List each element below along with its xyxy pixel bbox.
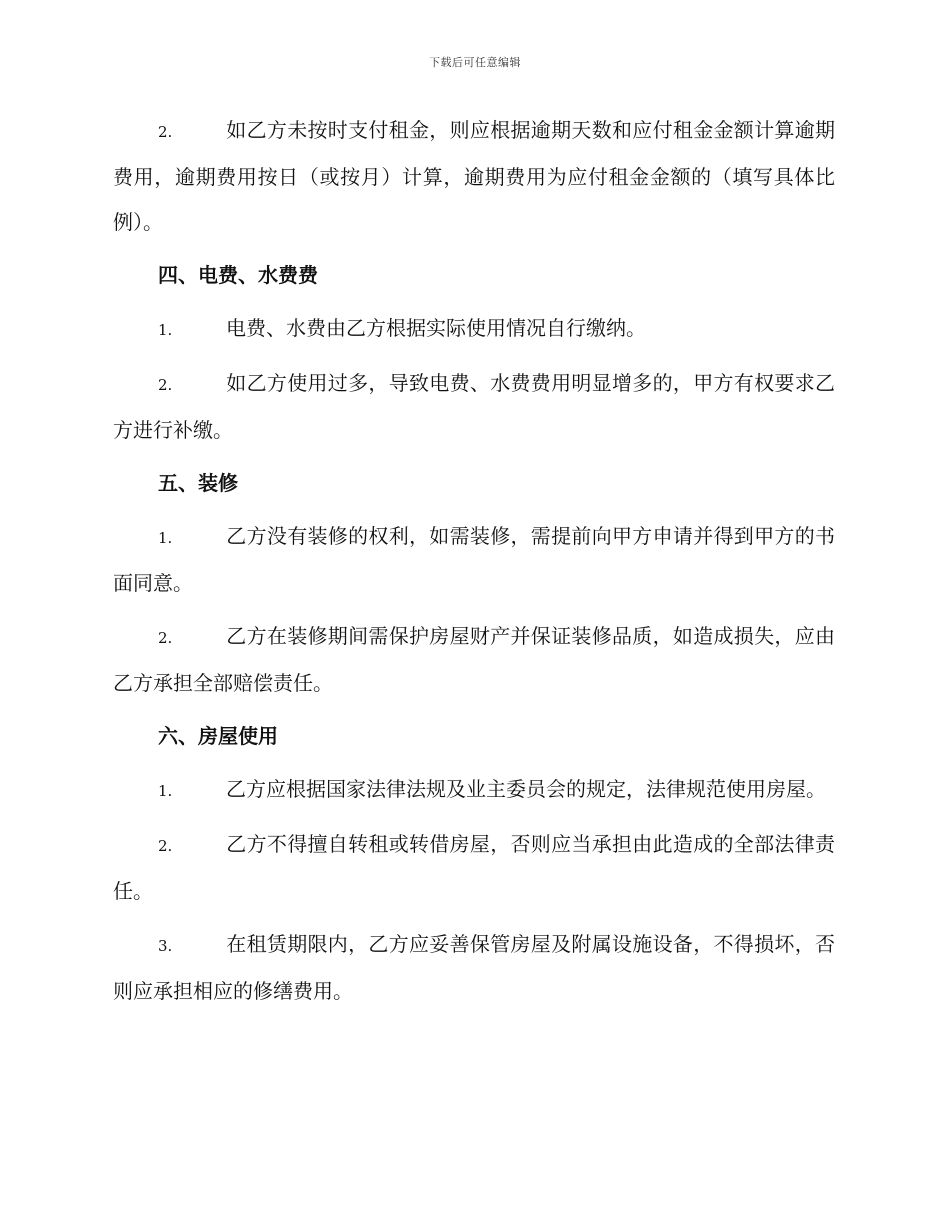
clause-text: 乙方没有装修的权利，如需装修，需提前向甲方申请并得到甲方的书面同意。 (113, 524, 835, 595)
clause-item (113, 614, 835, 706)
clause-item (113, 361, 835, 453)
clause-number: 1. (158, 529, 173, 547)
section-heading: 四、电费、水费费 (158, 263, 318, 287)
clause-item (113, 108, 835, 245)
clause-number: 2. (158, 629, 173, 647)
section-heading: 五、装修 (158, 471, 238, 495)
clause-number: 1. (158, 782, 173, 800)
clause-text: 电费、水费由乙方根据实际使用情况自行缴纳。 (226, 316, 646, 340)
clause-number: 1. (158, 321, 173, 339)
clause-number: 3. (158, 937, 173, 955)
clause-text: 乙方在装修期间需保护房屋财产并保证装修品质，如造成损失，应由乙方承担全部赔偿责任。 (113, 624, 835, 695)
clause-item (113, 922, 835, 1014)
clause-number: 2. (158, 376, 173, 394)
clause-item (113, 514, 835, 606)
section-heading: 六、房屋使用 (158, 724, 278, 748)
clause-text: 在租赁期限内，乙方应妥善保管房屋及附属设施设备，不得损坏，否则应承担相应的修缮费用。 (113, 932, 835, 1003)
clause-number: 2. (158, 837, 173, 855)
clause-item (113, 306, 835, 353)
clause-text: 乙方不得擅自转租或转借房屋，否则应当承担由此造成的全部法律责任。 (113, 832, 835, 903)
clause-number: 2. (158, 123, 173, 141)
document-body (113, 108, 835, 1022)
clause-item (113, 822, 835, 914)
clause-text: 乙方应根据国家法律法规及业主委员会的规定，法律规范使用房屋。 (226, 777, 826, 801)
clause-item (113, 767, 835, 814)
clause-text: 如乙方未按时支付租金，则应根据逾期天数和应付租金金额计算逾期费用，逾期费用按日（或按月）计算，逾期费用为应付租金金额的（填写具体比例）。 (113, 118, 835, 234)
clause-text: 如乙方使用过多，导致电费、水费费用明显增多的，甲方有权要求乙方进行补缴。 (113, 371, 835, 442)
page-header: 下载后可任意编辑 (429, 56, 521, 69)
